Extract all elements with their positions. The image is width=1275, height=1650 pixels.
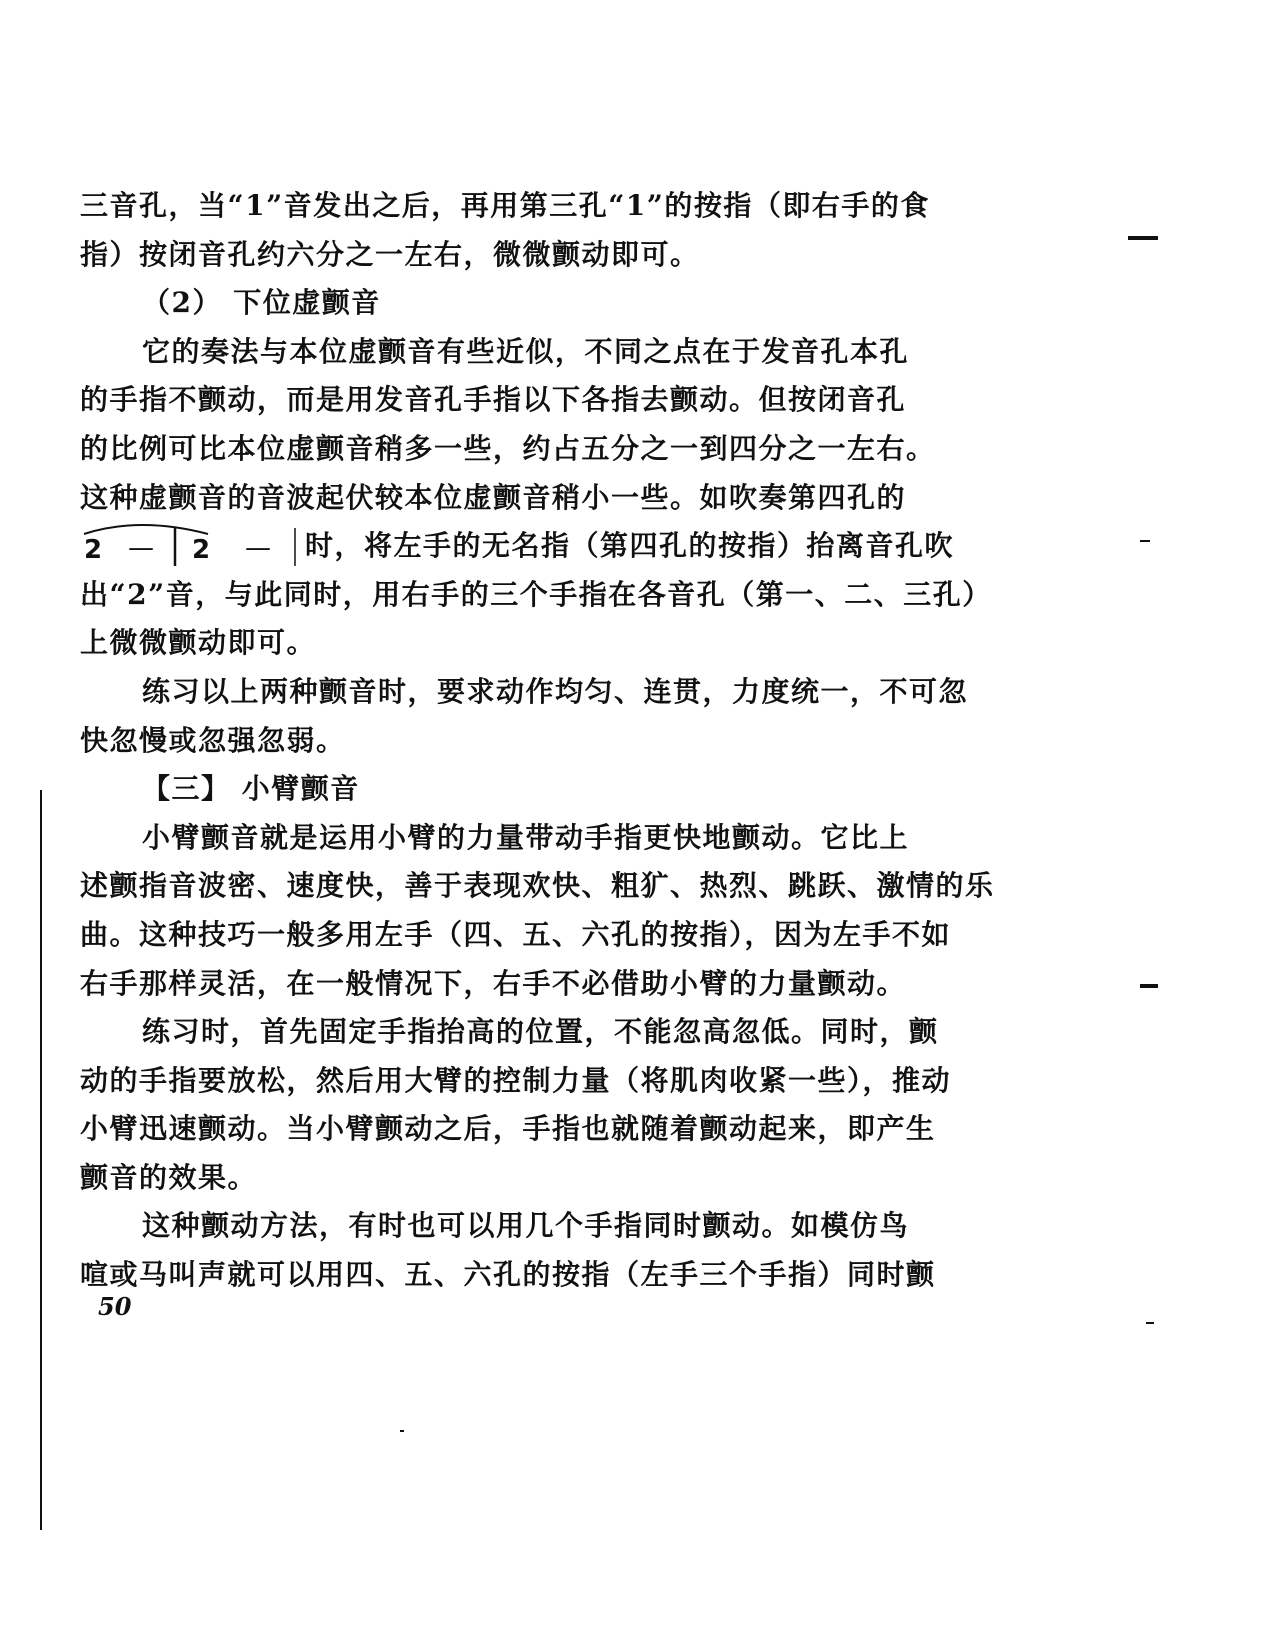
text-line: 颤音的效果。 xyxy=(80,1160,258,1194)
text-line: 的比例可比本位虚颤音稍多一些，约占五分之一到四分之一左右。 xyxy=(80,431,936,465)
page-number: 50 xyxy=(98,1292,132,1321)
scan-mark xyxy=(1146,1322,1154,1324)
text-line: 述颤指音波密、速度快，善于表现欢快、粗犷、热烈、跳跃、激情的乐 xyxy=(80,869,995,903)
scan-mark xyxy=(1140,540,1150,542)
notation-line xyxy=(80,522,992,571)
text-line: 指）按闭音孔约六分之一左右，微微颤动即可。 xyxy=(80,237,700,271)
scan-edge-line xyxy=(40,790,42,1530)
dash-sustain: — xyxy=(128,533,156,564)
text-line: 曲。这种技巧一般多用左手（四、五、六孔的按指），因为左手不如 xyxy=(80,917,952,951)
text-line: 小臂颤音就是运用小臂的力量带动手指更快地颤动。它比上 xyxy=(142,820,910,854)
text-line: 时，将左手的无名指（第四孔的按指）抬离音孔吹 xyxy=(305,529,955,563)
music-notation xyxy=(80,522,305,570)
text-line: 这种虚颤音的音波起伏较本位虚颤音稍小一些。如吹奏第四孔的 xyxy=(80,480,907,514)
scan-mark xyxy=(1128,236,1158,240)
text-line: 动的手指要放松，然后用大臂的控制力量（将肌肉收紧一些），推动 xyxy=(80,1063,952,1097)
text-line: 出“2”音，与此同时，用右手的三个手指在各音孔（第一、二、三孔） xyxy=(80,577,992,611)
text-line: 三音孔，当“1”音发出之后，再用第三孔“1”的按指（即右手的食 xyxy=(80,189,930,222)
text-line: 右手那样灵活，在一般情况下，右手不必借助小臂的力量颤动。 xyxy=(80,966,907,1000)
text-line: 的手指不颤动，而是用发音孔手指以下各指去颤动。但按闭音孔 xyxy=(80,383,907,417)
text-line: 快忽慢或忽强忽弱。 xyxy=(80,723,346,757)
text-line: 练习以上两种颤音时，要求动作均匀、连贯，力度统一，不可忽 xyxy=(142,674,969,708)
text-line: 这种颤动方法，有时也可以用几个手指同时颤动。如模仿鸟 xyxy=(142,1209,910,1243)
dash-sustain: — xyxy=(245,533,273,564)
text-line: 练习时，首先固定手指抬高的位置，不能忽高忽低。同时，颤 xyxy=(142,1015,939,1049)
scan-mark xyxy=(400,1430,404,1432)
text-line: 喧或马叫声就可以用四、五、六孔的按指（左手三个手指）同时颤 xyxy=(80,1258,936,1292)
body-text xyxy=(80,182,995,1300)
text-line: 它的奏法与本位虚颤音有些近似，不同之点在于发音孔本孔 xyxy=(142,334,910,368)
text-line: 小臂迅速颤动。当小臂颤动之后，手指也就随着颤动起来，即产生 xyxy=(80,1112,936,1146)
note-2: 2 xyxy=(192,535,212,566)
scan-mark xyxy=(1140,984,1158,988)
section-heading-forearm-vibrato: 【三】 小臂颤音 xyxy=(142,772,360,806)
subheading-lower-vibrato: （2） 下位虚颤音 xyxy=(142,286,381,320)
note-2: 2 xyxy=(84,535,104,566)
text-line: 上微微颤动即可。 xyxy=(80,626,317,660)
